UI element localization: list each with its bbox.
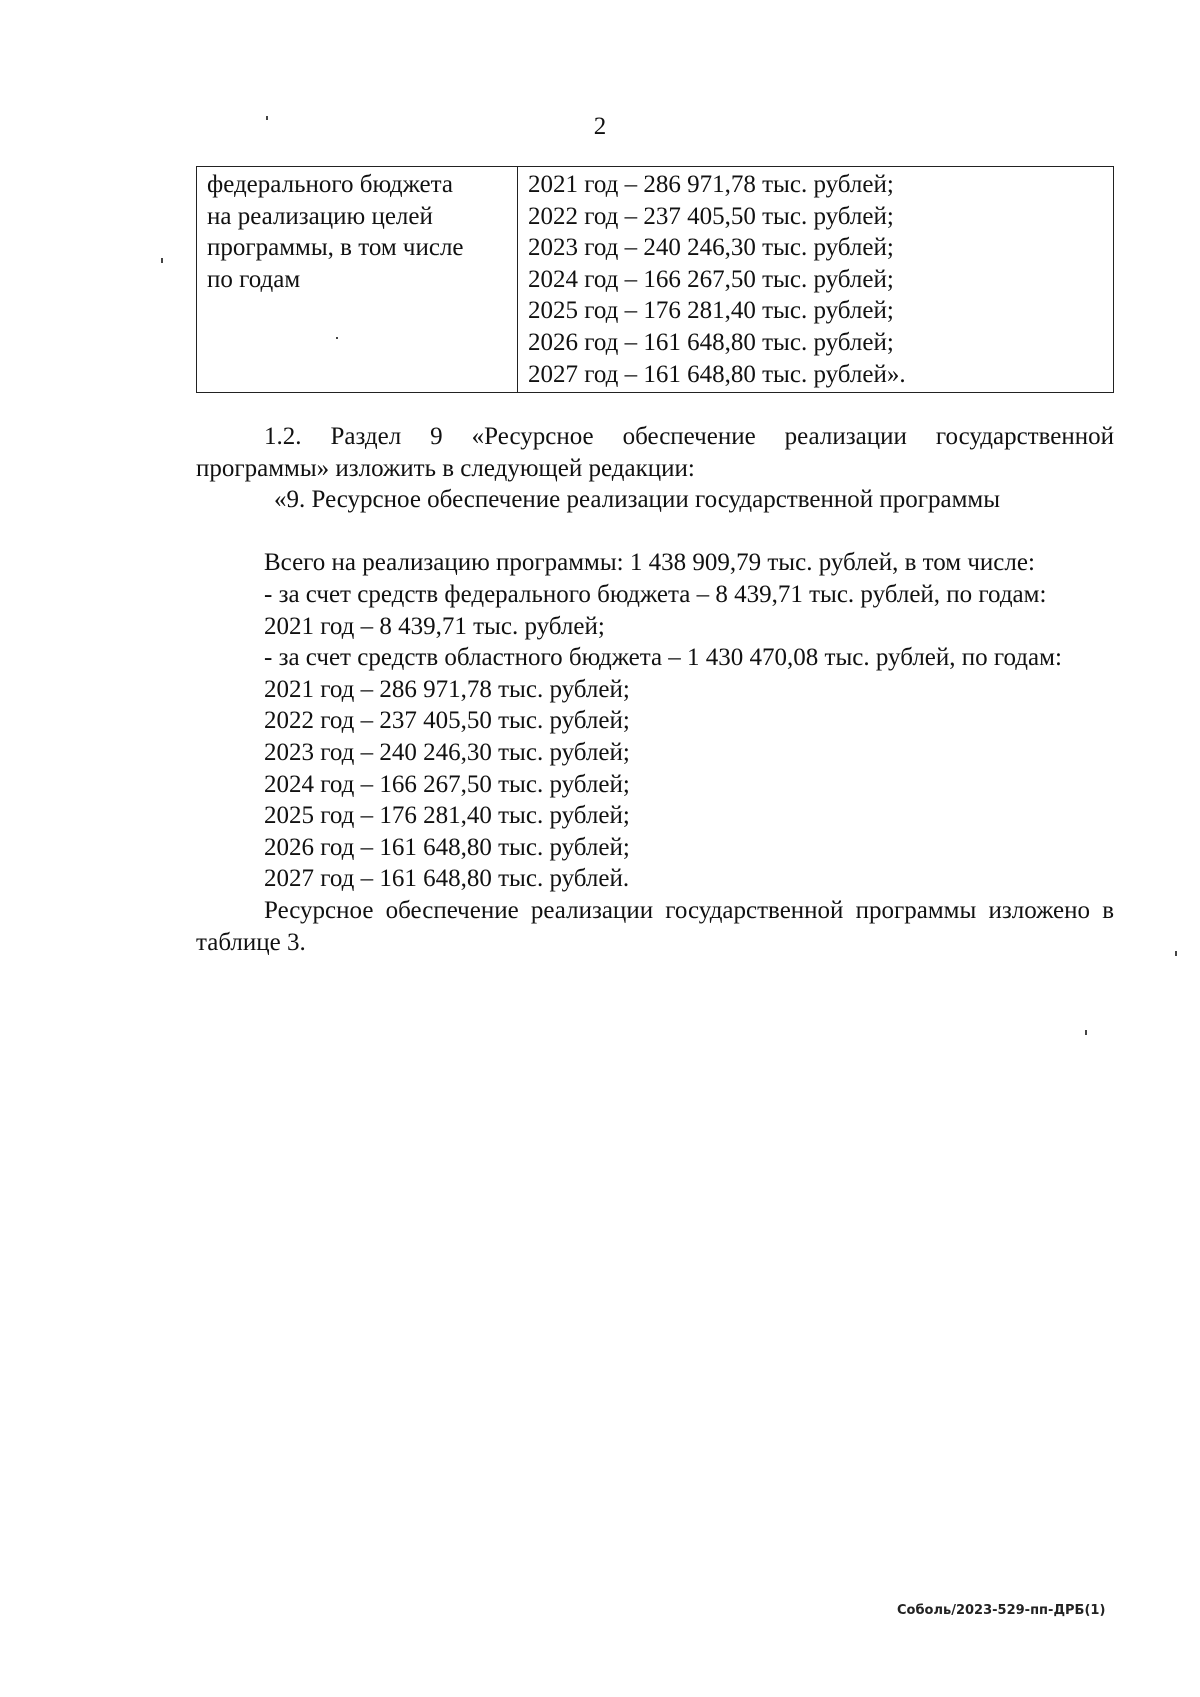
value-line: 2023 год – 240 246,30 тыс. рублей; [528, 234, 894, 262]
regional-year-line: 2027 год – 161 648,80 тыс. рублей. [264, 865, 630, 893]
total-funding-paragraph: Всего на реализацию программы: 1 438 909,79 тыс. рублей, в том числе: [264, 549, 1035, 577]
blank-line [196, 516, 1114, 548]
regional-year-line: 2021 год – 286 971,78 тыс. рублей; [264, 675, 630, 703]
amendment-paragraph: 1.2. Раздел 9 «Ресурсное обеспечение реализации государственной программы» изложить в следующей редакции: [196, 423, 1114, 482]
funding-table [196, 166, 1114, 393]
value-line: 2024 год – 166 267,50 тыс. рублей; [528, 265, 894, 293]
scan-speck [1085, 1030, 1087, 1035]
regional-year-line: 2023 год – 240 246,30 тыс. рублей; [264, 738, 630, 766]
table-row [197, 167, 1114, 393]
regional-year-line: 2026 год – 161 648,80 тыс. рублей; [264, 833, 630, 861]
document-body [196, 421, 1114, 958]
closing-paragraph: Ресурсное обеспечение реализации государственной программы изложено в таблице 3. [196, 896, 1114, 956]
page-number: 2 [593, 113, 607, 140]
regional-year-line: 2022 год – 237 405,50 тыс. рублей; [264, 707, 630, 735]
scan-speck [266, 116, 268, 120]
label-line: по годам [207, 265, 301, 293]
scan-speck [1175, 951, 1177, 956]
label-line: на реализацию целей [207, 202, 433, 230]
document-id-footer: Соболь/2023-529-пп-ДРБ(1) [897, 1603, 1106, 1618]
federal-year-line: 2021 год – 8 439,71 тыс. рублей; [264, 612, 605, 640]
label-line: программы, в том числе [207, 234, 464, 262]
value-line: 2025 год – 176 281,40 тыс. рублей; [528, 297, 894, 325]
funding-values-cell [518, 167, 1114, 393]
regional-budget-paragraph: - за счет средств областного бюджета – 1 430 470,08 тыс. рублей, по годам: [264, 644, 1062, 672]
scan-speck [161, 258, 163, 263]
label-line: федерального бюджета [207, 171, 453, 198]
scan-speck [336, 337, 338, 339]
value-line: 2022 год – 237 405,50 тыс. рублей; [528, 202, 894, 230]
regional-year-line: 2024 год – 166 267,50 тыс. рублей; [264, 770, 630, 798]
value-line: 2021 год – 286 971,78 тыс. рублей; [528, 171, 894, 198]
funding-label-cell [197, 167, 518, 393]
federal-budget-paragraph: - за счет средств федерального бюджета – 8 439,71 тыс. рублей, по годам: [264, 580, 1047, 608]
section-heading: «9. Ресурсное обеспечение реализации государственной программы [274, 486, 1001, 514]
regional-year-line: 2025 год – 176 281,40 тыс. рублей; [264, 802, 630, 830]
value-line: 2026 год – 161 648,80 тыс. рублей; [528, 328, 894, 356]
value-line: 2027 год – 161 648,80 тыс. рублей». [528, 360, 906, 388]
